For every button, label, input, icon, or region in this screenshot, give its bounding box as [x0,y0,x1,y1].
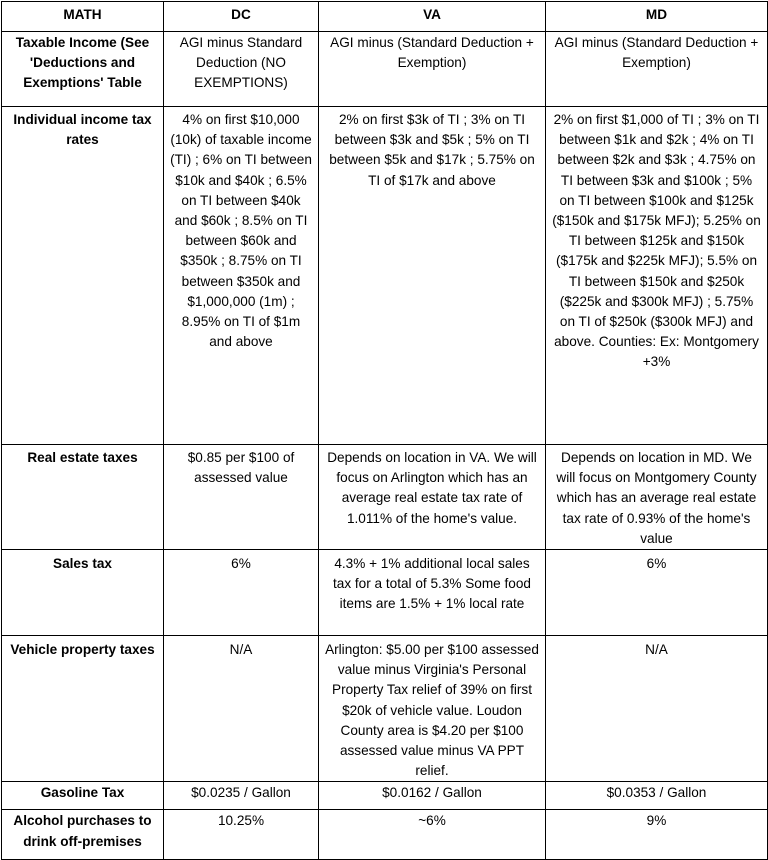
cell-dc: 6% [164,550,319,636]
table-row-gasoline-tax [2,782,768,810]
cell-dc: N/A [164,636,319,782]
row-label: Taxable Income (See 'Deductions and Exemptions' Table [2,32,164,107]
row-label: Vehicle property taxes [2,636,164,782]
row-label: Individual income tax rates [2,107,164,445]
row-label: Alcohol purchases to drink off-premises [2,810,164,860]
row-label: Sales tax [2,550,164,636]
cell-va: ~6% [319,810,546,860]
cell-va: 4.3% + 1% additional local sales tax for a total of 5.3% Some food items are 1.5% + 1% local rate [319,550,546,636]
cell-md: 2% on first $1,000 of TI ; 3% on TI between $1k and $2k ; 4% on TI between $2k and $3k ; 4.75% on TI between $3k and $100k ; 5% on TI between $100k and $125k ($150k and $175k MFJ); 5.25% on TI between $125k and $150k ($175k and $225k MFJ); 5.5% on TI between $150k and $250k ($225k and $300k MFJ) ; 5.75% on TI of $250k ($300k MFJ) and above. Counties: Ex: Montgomery +3% [546,107,768,445]
cell-md: $0.0353 / Gallon [546,782,768,810]
header-md: MD [546,2,768,32]
cell-md: AGI minus (Standard Deduction + Exemption) [546,32,768,107]
table-row-real-estate-taxes [2,445,768,550]
table-row-taxable-income [2,32,768,107]
cell-dc: AGI minus Standard Deduction (NO EXEMPTIONS) [164,32,319,107]
cell-va: AGI minus (Standard Deduction + Exemption) [319,32,546,107]
tax-comparison-table [1,1,768,860]
row-label: Real estate taxes [2,445,164,550]
cell-dc: $0.0235 / Gallon [164,782,319,810]
header-va: VA [319,2,546,32]
header-math: MATH [2,2,164,32]
cell-md: 6% [546,550,768,636]
cell-md: Depends on location in MD. We will focus on Montgomery County which has an average real estate tax rate of 0.93% of the home's value [546,445,768,550]
table-row-vehicle-property-taxes [2,636,768,782]
table-row-alcohol-purchases [2,810,768,860]
cell-va: Arlington: $5.00 per $100 assessed value minus Virginia's Personal Property Tax relief of 39% on first $20k of vehicle value. Loudon County area is $4.20 per $100 assessed value minus VA PPT relief. [319,636,546,782]
cell-dc: 4% on first $10,000 (10k) of taxable income (TI) ; 6% on TI between $10k and $40k ; 6.5% on TI between $40k and $60k ; 8.5% on TI between $60k and $350k ; 8.75% on TI between $350k and $1,000,000 (1m) ; 8.95% on TI of $1m and above [164,107,319,445]
cell-dc: $0.85 per $100 of assessed value [164,445,319,550]
header-dc: DC [164,2,319,32]
cell-va: 2% on first $3k of TI ; 3% on TI between $3k and $5k ; 5% on TI between $5k and $17k ; 5.75% on TI of $17k and above [319,107,546,445]
table-row-sales-tax [2,550,768,636]
cell-md: N/A [546,636,768,782]
cell-va: Depends on location in VA. We will focus on Arlington which has an average real estate tax rate of 1.011% of the home's value. [319,445,546,550]
cell-md: 9% [546,810,768,860]
cell-dc: 10.25% [164,810,319,860]
table-row-income-tax-rates [2,107,768,445]
header-row [2,2,768,32]
row-label: Gasoline Tax [2,782,164,810]
cell-va: $0.0162 / Gallon [319,782,546,810]
